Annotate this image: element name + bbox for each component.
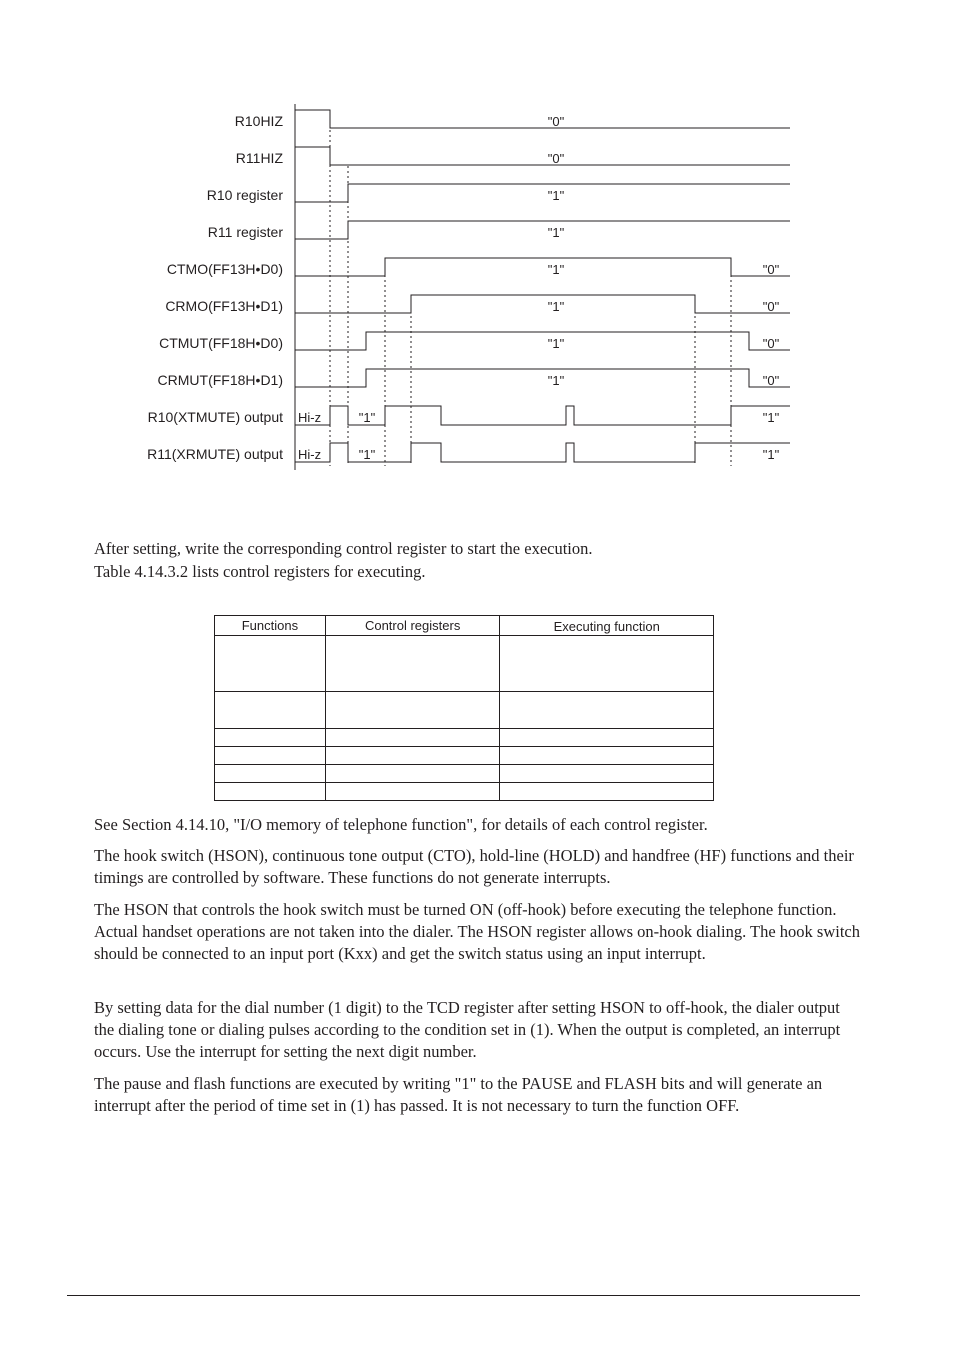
- footer-rule: [67, 1295, 860, 1296]
- waveform-crmut: [295, 369, 790, 387]
- value-label: "1": [547, 225, 565, 240]
- waveform-r11hiz: [295, 147, 790, 165]
- table-row: [215, 747, 714, 765]
- value-label: "1": [358, 447, 376, 462]
- paragraph-see-section: See Section 4.14.10, "I/O memory of telephone function", for details of each control register.: [94, 815, 708, 834]
- hiz-label: Hi-z: [298, 410, 322, 425]
- value-label: "0": [547, 114, 565, 129]
- paragraph-dial-number: By setting data for the dial number (1 digit) to the TCD register after setting HSON to off-hook, the dialer output the dialing tone or dialing pulses according to the condition set in (1). When the output is completed, an interrupt occurs. Use the interrupt for setting the next digit number.: [94, 998, 841, 1061]
- waveform-ctmo: [295, 258, 790, 276]
- hiz-label: Hi-z: [298, 447, 322, 462]
- value-label: "1": [547, 299, 565, 314]
- signal-label-ctmut: CTMUT(FF18H•D0): [159, 335, 283, 351]
- signal-label-r10hiz: R10HIZ: [234, 113, 283, 129]
- value-label: "1": [547, 336, 565, 351]
- waveform-crmo: [295, 295, 790, 313]
- signal-label-r11-register: R11 register: [207, 224, 283, 240]
- intro-line-1: After setting, write the corresponding control register to start the execution.: [94, 539, 593, 558]
- waveform-r11-register: [295, 221, 790, 239]
- signal-label-crmo: CRMO(FF13H•D1): [165, 298, 283, 314]
- table-row: [215, 729, 714, 747]
- waveform-r10hiz: [295, 110, 790, 128]
- table-row: [215, 636, 714, 692]
- intro-line-2: Table 4.14.3.2 lists control registers for executing.: [94, 562, 426, 581]
- signal-label-crmut: CRMUT(FF18H•D1): [157, 372, 283, 388]
- paragraph-hson: The HSON that controls the hook switch must be turned ON (off-hook) before executing the telephone function. Actual handset operations are not taken into the dialer. The HSON register allows on-hook dialing. The hook switch should be connected to an input port (Kxx) and get the switch status using an input interrupt.: [94, 900, 861, 963]
- end-value-label: "1": [762, 410, 780, 425]
- table-row: [215, 783, 714, 801]
- value-label: "0": [547, 151, 565, 166]
- value-label: "1": [547, 188, 565, 203]
- table-header-executing-function: Executing function: [500, 616, 714, 636]
- end-value-label: "0": [762, 299, 780, 314]
- end-value-label: "1": [762, 447, 780, 462]
- end-value-label: "0": [762, 373, 780, 388]
- value-label: "1": [358, 410, 376, 425]
- table-header-functions: Functions: [215, 616, 326, 636]
- paragraph-pause-flash: The pause and flash functions are executed by writing "1" to the PAUSE and FLASH bits and will generate an interrupt after the period of time set in (1) has passed. It is not necessary to turn the function OFF.: [94, 1074, 823, 1115]
- value-label: "1": [547, 373, 565, 388]
- signal-label-r10-register: R10 register: [206, 187, 283, 203]
- control-registers-table: [214, 615, 714, 801]
- waveform-r10-register: [295, 184, 790, 202]
- waveform-ctmut: [295, 332, 790, 350]
- end-value-label: "0": [762, 336, 780, 351]
- signal-label-r10-output: R10(XTMUTE) output: [147, 409, 283, 425]
- table-row: [215, 692, 714, 729]
- value-label: "1": [547, 262, 565, 277]
- table-row: [215, 765, 714, 783]
- signal-label-ctmo: CTMO(FF13H•D0): [166, 261, 283, 277]
- timing-diagram: [0, 0, 954, 500]
- end-value-label: "0": [762, 262, 780, 277]
- table-header-control-registers: Control registers: [325, 616, 500, 636]
- paragraph-hook-switch: The hook switch (HSON), continuous tone output (CTO), hold-line (HOLD) and handfree (HF) functions and their timings are controlled by software. These functions do not generate interrupts.: [94, 846, 854, 887]
- signal-label-r11-output: R11(XRMUTE) output: [147, 446, 283, 462]
- signal-label-r11hiz: R11HIZ: [235, 150, 283, 166]
